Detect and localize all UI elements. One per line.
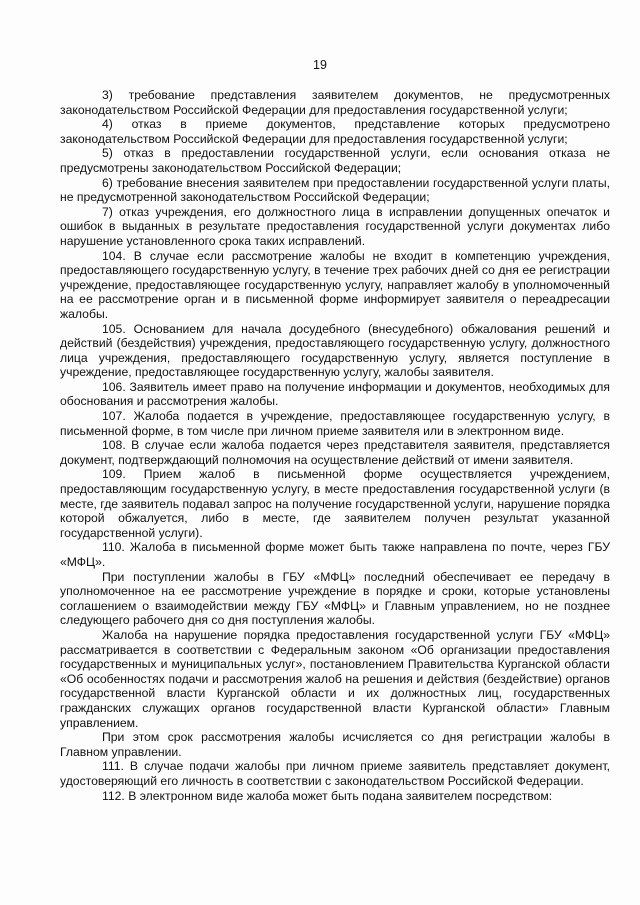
clause-111-paragraph: 111. В случае подачи жалобы при личном приеме заявитель представляет документ, удостоверяющий его личность в соответствии с законодательством Российской Федерации. bbox=[60, 759, 610, 788]
mfc-complaint-paragraph: Жалоба на нарушение порядка предоставления государственной услуги ГБУ «МФЦ» рассматривается в соответствии с Федеральным законом «Об организации предоставления государственных и муниципальных услуг», постановлением Правительства Курганской области «Об особенностях подачи и рассмотрения жалоб на решения и действия (бездействие) органов государственной власти Курганской области и их должностных лиц, государственных гражданских служащих органов государственной власти Курганской области» Главным управлением. bbox=[60, 627, 610, 730]
item-7-paragraph: 7) отказ учреждения, его должностного лица в исправлении допущенных опечаток и ошибок в выданных в результате предоставления государственной услуги документах либо нарушение установленного срока таких исправлений. bbox=[60, 204, 610, 248]
clause-112-paragraph: 112. В электронном виде жалоба может быть подана заявителем посредством: bbox=[102, 788, 553, 803]
review-period-paragraph: При этом срок рассмотрения жалобы исчисляется со дня регистрации жалобы в Главном управлении. bbox=[60, 730, 610, 759]
clause-106-paragraph: 106. Заявитель имеет право на получение информации и документов, необходимых для обоснования и рассмотрения жалобы. bbox=[60, 379, 610, 409]
clause-104-paragraph: 104. В случае если рассмотрение жалобы не входит в компетенцию учреждения, предоставляющего государственную услугу, в течение трех рабочих дней со дня ее регистрации учреждение, предоставляющее государственную услугу, направляет жалобу в уполномоченный на ее рассмотрение орган и в письменной форме информирует заявителя о переадресации жалобы. bbox=[60, 248, 610, 321]
page-number: 19 bbox=[313, 58, 327, 72]
clause-108-paragraph: 108. В случае если жалоба подается через представителя заявителя, представляется документ, подтверждающий полномочия на осуществление действий от имени заявителя. bbox=[60, 438, 610, 467]
clause-109-paragraph: 109. Прием жалоб в письменной форме осуществляется учреждением, предоставляющим государственную услугу, в месте предоставления государственной услуги (в месте, где заявитель подавал запрос на получение государственной услуги, нарушение порядка которой обжалуется, либо в месте, где заявителем получен результат указанной государственной услуги). bbox=[60, 467, 610, 540]
item-3-paragraph: 3) требование представления заявителем документов, не предусмотренных законодательством Российской Федерации для предоставления государственной услуги; bbox=[60, 88, 610, 117]
clause-105-paragraph: 105. Основанием для начала досудебного (внесудебного) обжалования решений и действий (бездействия) учреждения, предоставляющего государственную услугу, должностного лица учреждения, предоставляющего государственную услугу, является поступление в учреждение, предоставляющее государственную услугу, жалобы заявителя. bbox=[60, 321, 610, 380]
clause-110-paragraph: 110. Жалоба в письменной форме может быть также направлена по почте, через ГБУ «МФЦ». bbox=[60, 540, 610, 569]
clause-107-paragraph: 107. Жалоба подается в учреждение, предоставляющее государственную услугу, в письменной форме, в том числе при личном приеме заявителя или в электронном виде. bbox=[60, 409, 610, 438]
item-6-paragraph: 6) требование внесения заявителем при предоставлении государственной услуги платы, не предусмотренной законодательством Российской Федерации; bbox=[60, 175, 610, 205]
item-5-paragraph: 5) отказ в предоставлении государственной услуги, если основания отказа не предусмотрены законодательством Российской Федерации; bbox=[60, 146, 610, 175]
mfc-transfer-paragraph: При поступлении жалобы в ГБУ «МФЦ» последний обеспечивает ее передачу в уполномоченное на ее рассмотрение учреждение в порядке и сроки, которые установлены соглашением о взаимодействии между ГБУ «МФЦ» и Главным управлением, но не позднее следующего рабочего дня со дня поступления жалобы. bbox=[60, 569, 610, 628]
document-body bbox=[60, 88, 610, 803]
item-4-paragraph: 4) отказ в приеме документов, представление которых предусмотрено законодательством Российской Федерации для предоставления государственной услуги; bbox=[60, 117, 610, 146]
